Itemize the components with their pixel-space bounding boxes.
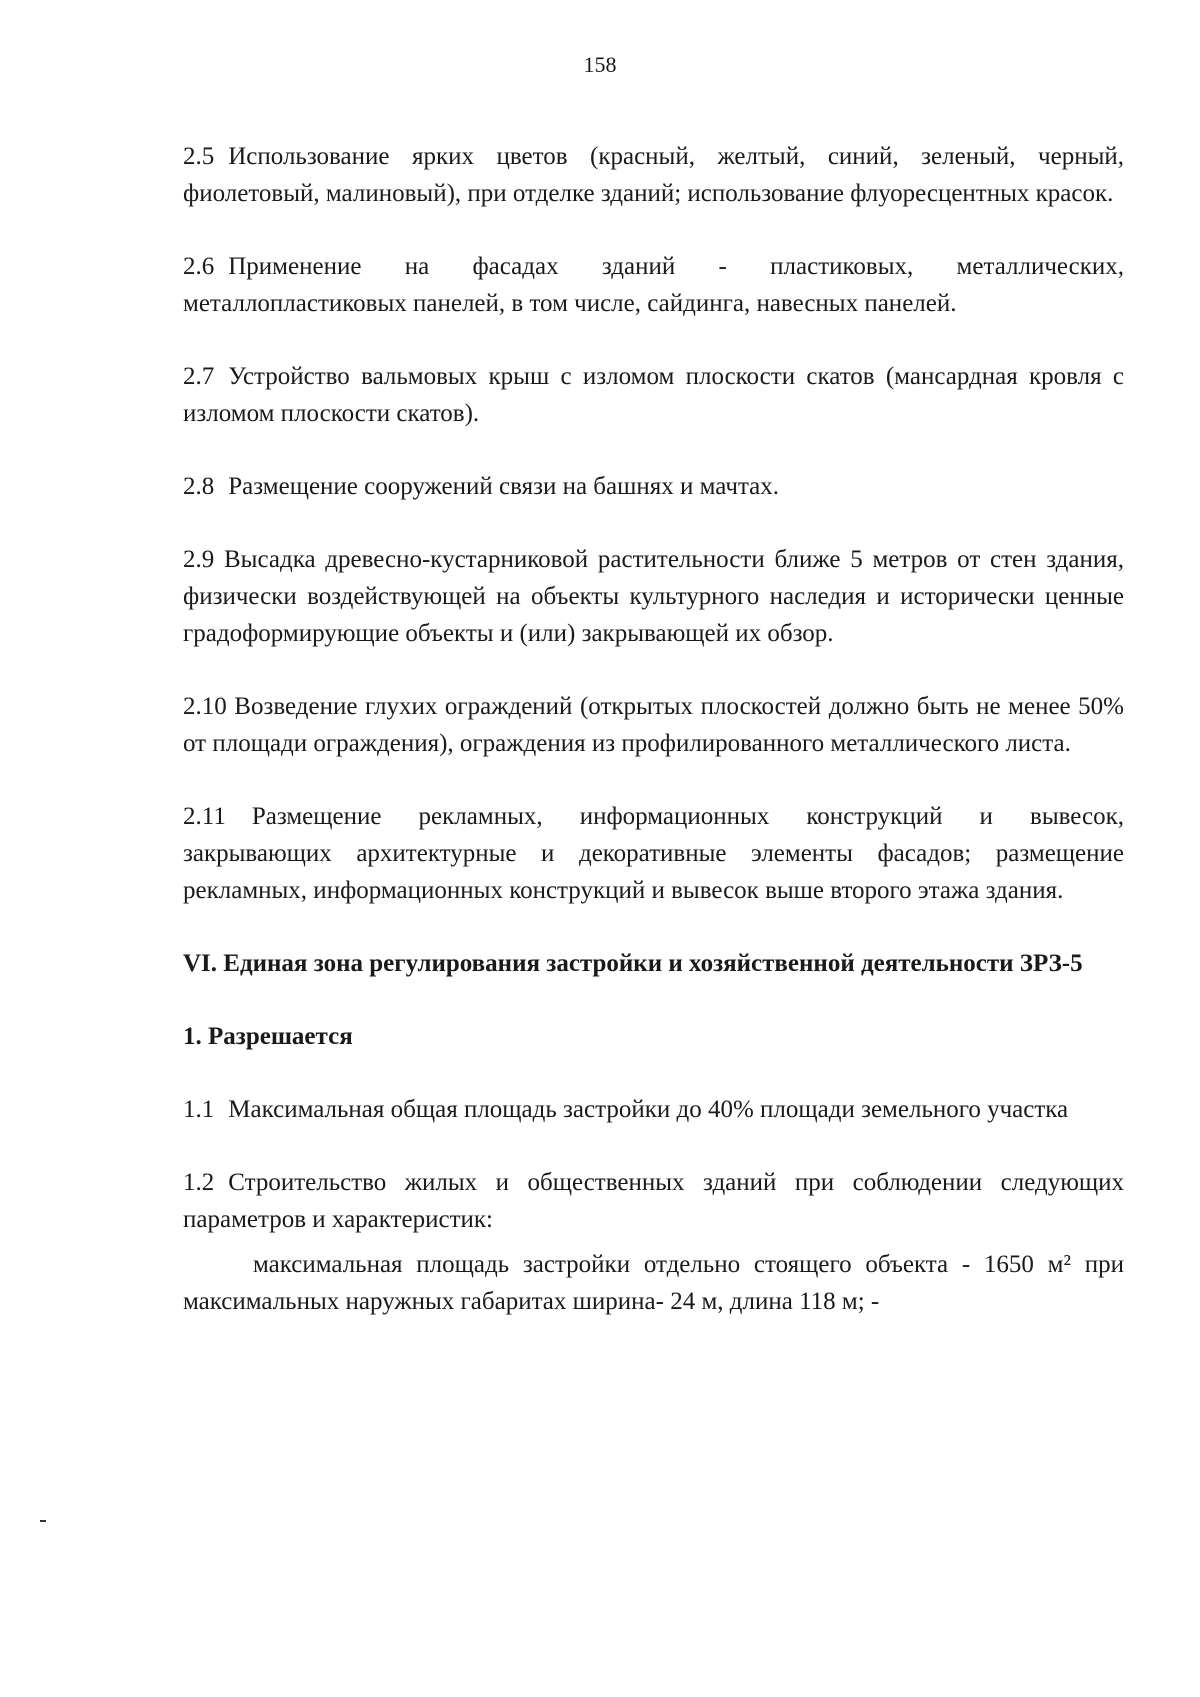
clause-number: 2.8	[183, 473, 215, 500]
subheading-allowed: 1. Разрешается	[183, 1023, 353, 1050]
clause-1-2	[183, 1164, 1124, 1238]
clause-number: 1.2	[183, 1169, 215, 1196]
parameter-line: максимальная площадь застройки отдельно стоящего объекта - 1650 м² при максимальных наружных габаритах ширина- 24 м, длина 118 м; -	[183, 1251, 1124, 1315]
clause-text: Строительство жилых и общественных зданий при соблюдении следующих параметров и характеристик:	[183, 1169, 1124, 1233]
clause-2-6	[183, 248, 1124, 322]
section-heading: VI. Единая зона регулирования застройки и хозяйственной деятельности ЗРЗ-5	[183, 950, 1083, 977]
clause-text: Использование ярких цветов (красный, желтый, синий, зеленый, черный, фиолетовый, малиновый), при отделке зданий; использование флуоресцентных красок.	[183, 143, 1124, 207]
clause-number: 2.9	[183, 546, 215, 573]
clause-1-1	[183, 1091, 1124, 1128]
page-number: 158	[583, 52, 617, 77]
clause-text: Размещение сооружений связи на башнях и мачтах.	[228, 473, 780, 500]
clause-text: Размещение рекламных, информационных конструкций и вывесок, закрывающих архитектурные и декоративные элементы фасадов; размещение рекламных, информационных конструкций и вывесок выше второго этажа здания.	[183, 803, 1124, 904]
clause-text: Устройство вальмовых крыш с изломом плоскости скатов (мансардная кровля с изломом плоскости скатов).	[183, 363, 1124, 427]
document-body	[183, 138, 1124, 1356]
clause-2-7	[183, 358, 1124, 432]
clause-number: 2.11	[183, 803, 226, 830]
clause-2-11	[183, 798, 1124, 909]
clause-text: Высадка древесно-кустарниковой растительности ближе 5 метров от стен здания, физически воздействующей на объекты культурного наследия и исторически ценные градоформирующие объекты и (или) закрывающей их обзор.	[183, 546, 1124, 647]
scan-mark	[40, 1520, 46, 1522]
clause-2-8	[183, 468, 1124, 505]
clause-number: 2.5	[183, 143, 215, 170]
clause-number: 2.10	[183, 693, 227, 720]
clause-number: 2.7	[183, 363, 215, 390]
clause-2-9	[183, 541, 1124, 652]
clause-number: 1.1	[183, 1096, 215, 1123]
clause-text: Максимальная общая площадь застройки до 40% площади земельного участка	[228, 1096, 1069, 1123]
clause-number: 2.6	[183, 253, 215, 280]
clause-2-5	[183, 138, 1124, 212]
clause-text: Применение на фасадах зданий - пластиковых, металлических, металлопластиковых панелей, в том числе, сайдинга, навесных панелей.	[183, 253, 1124, 317]
clause-text: Возведение глухих ограждений (открытых плоскостей должно быть не менее 50% от площади ограждения), ограждения из профилированного металлического листа.	[183, 693, 1124, 757]
clause-2-10	[183, 688, 1124, 762]
